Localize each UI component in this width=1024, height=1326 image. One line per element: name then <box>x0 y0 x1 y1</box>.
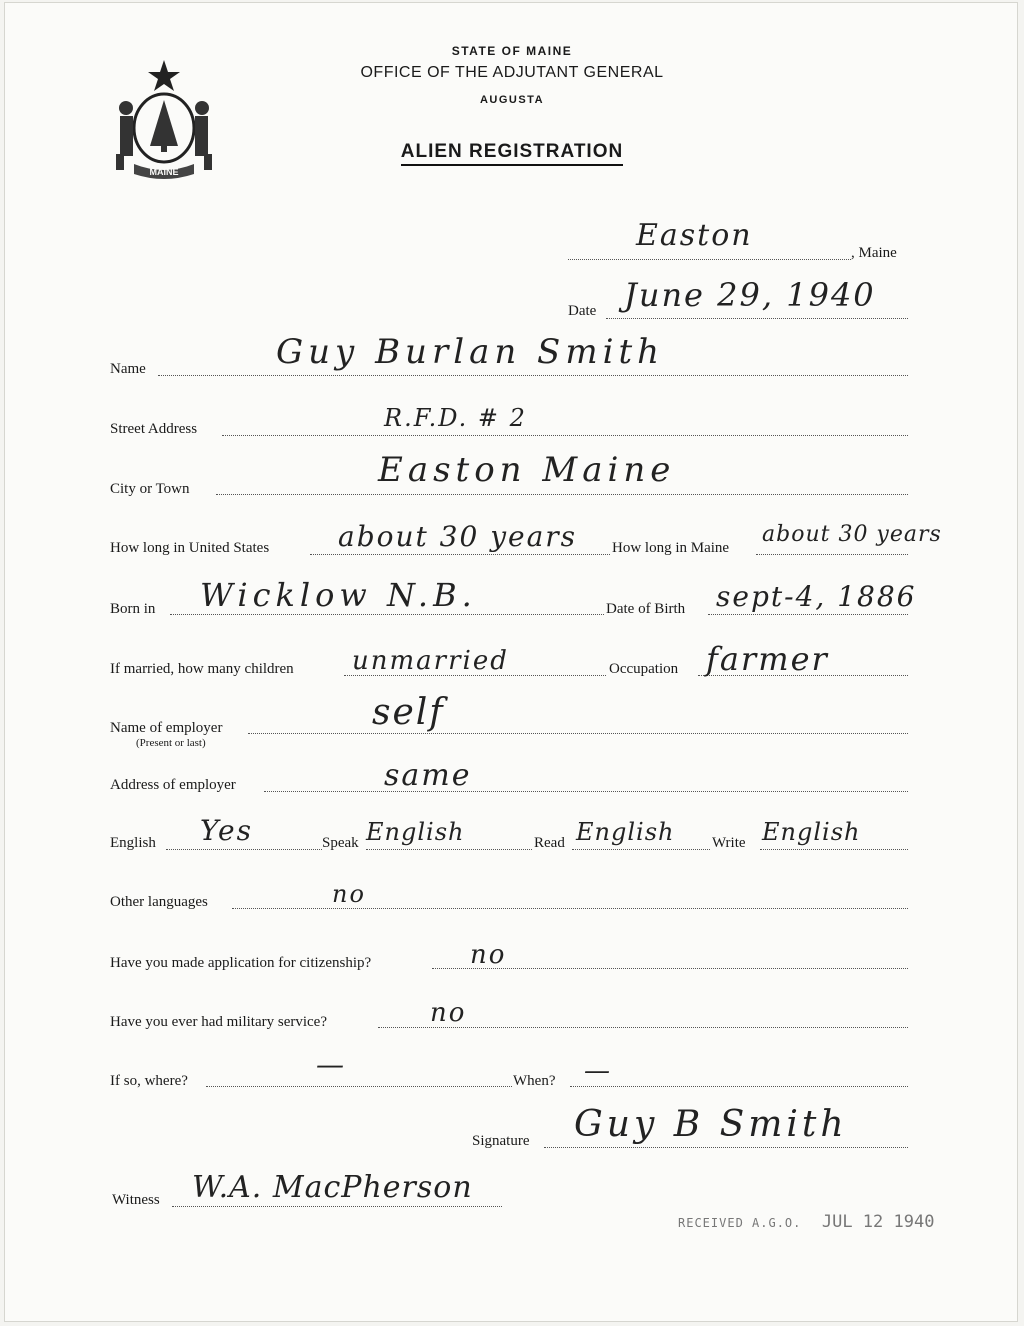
english-line <box>166 849 322 850</box>
witness-line <box>172 1206 502 1207</box>
citizenship-label: Have you made application for citizenship? <box>110 955 372 971</box>
date-label: Date <box>568 303 597 319</box>
svg-text:MAINE: MAINE <box>149 167 179 177</box>
write-entry: English <box>762 818 861 846</box>
street-entry: R.F.D. # 2 <box>384 404 527 432</box>
how-long-us-entry: about 30 years <box>338 520 578 553</box>
speak-line <box>366 849 532 850</box>
signature-label: Signature <box>472 1133 530 1149</box>
read-entry: English <box>576 818 675 846</box>
name-line <box>158 375 908 376</box>
children-label: If married, how many children <box>110 661 294 677</box>
born-in-line <box>170 614 604 615</box>
speak-entry: English <box>366 818 465 846</box>
employer-line <box>248 733 908 734</box>
date-entry: June 29, 1940 <box>624 276 876 314</box>
street-line <box>222 435 908 436</box>
where-label: If so, where? <box>110 1073 188 1089</box>
military-label: Have you ever had military service? <box>110 1014 327 1030</box>
date-line <box>606 318 908 319</box>
name-label: Name <box>110 361 146 377</box>
witness-entry: W.A. MacPherson <box>192 1170 473 1205</box>
employer-sublabel: (Present or last) <box>136 737 206 749</box>
children-entry: unmarried <box>352 646 509 676</box>
military-entry: no <box>430 998 467 1028</box>
when-entry: — <box>584 1056 612 1086</box>
speak-label: Speak <box>322 835 359 851</box>
name-entry: Guy Burlan Smith <box>276 332 665 372</box>
town-entry: Easton <box>636 218 753 253</box>
header-city: AUGUSTA <box>479 94 545 106</box>
born-in-label: Born in <box>110 601 156 617</box>
witness-label: Witness <box>112 1192 160 1208</box>
header-office: OFFICE OF THE ADJUTANT GENERAL <box>360 64 664 81</box>
occupation-label: Occupation <box>609 661 679 677</box>
other-languages-line <box>232 908 908 909</box>
signature-entry: Guy B Smith <box>574 1104 848 1145</box>
city-entry: Easton Maine <box>378 450 676 490</box>
where-line <box>206 1086 512 1087</box>
when-label: When? <box>513 1073 556 1089</box>
employer-address-line <box>264 791 908 792</box>
town-suffix: , Maine <box>851 245 897 261</box>
form-title: ALIEN REGISTRATION <box>0 141 1024 163</box>
dob-entry: sept-4, 1886 <box>716 580 917 613</box>
write-line <box>760 849 908 850</box>
occupation-entry: farmer <box>706 640 829 678</box>
english-entry: Yes <box>200 814 253 847</box>
read-line <box>572 849 710 850</box>
employer-address-label: Address of employer <box>110 777 236 793</box>
how-long-us-label: How long in United States <box>110 540 270 556</box>
other-languages-entry: no <box>332 880 366 908</box>
employer-entry: self <box>372 692 445 733</box>
how-long-maine-label: How long in Maine <box>612 540 730 556</box>
read-label: Read <box>534 835 565 851</box>
born-in-entry: Wicklow N.B. <box>200 576 477 614</box>
how-long-us-line <box>310 554 610 555</box>
city-label: City or Town <box>110 481 190 497</box>
header-state: STATE OF MAINE <box>451 44 573 58</box>
dob-line <box>708 614 908 615</box>
employer-label: Name of employer <box>110 720 223 736</box>
dob-label: Date of Birth <box>606 601 686 617</box>
citizenship-entry: no <box>470 940 507 970</box>
write-label: Write <box>712 835 746 851</box>
employer-address-entry: same <box>384 758 472 793</box>
other-languages-label: Other languages <box>110 894 208 910</box>
how-long-maine-line <box>756 554 908 555</box>
received-stamp: RECEIVED A.G.O. JUL 12 1940 <box>678 1212 935 1232</box>
street-label: Street Address <box>110 421 198 437</box>
where-entry: — <box>316 1048 346 1081</box>
english-label: English <box>110 835 156 851</box>
how-long-maine-entry: about 30 years <box>762 522 942 547</box>
signature-line <box>544 1147 908 1148</box>
city-line <box>216 494 908 495</box>
town-line <box>568 259 851 260</box>
when-line <box>570 1086 908 1087</box>
